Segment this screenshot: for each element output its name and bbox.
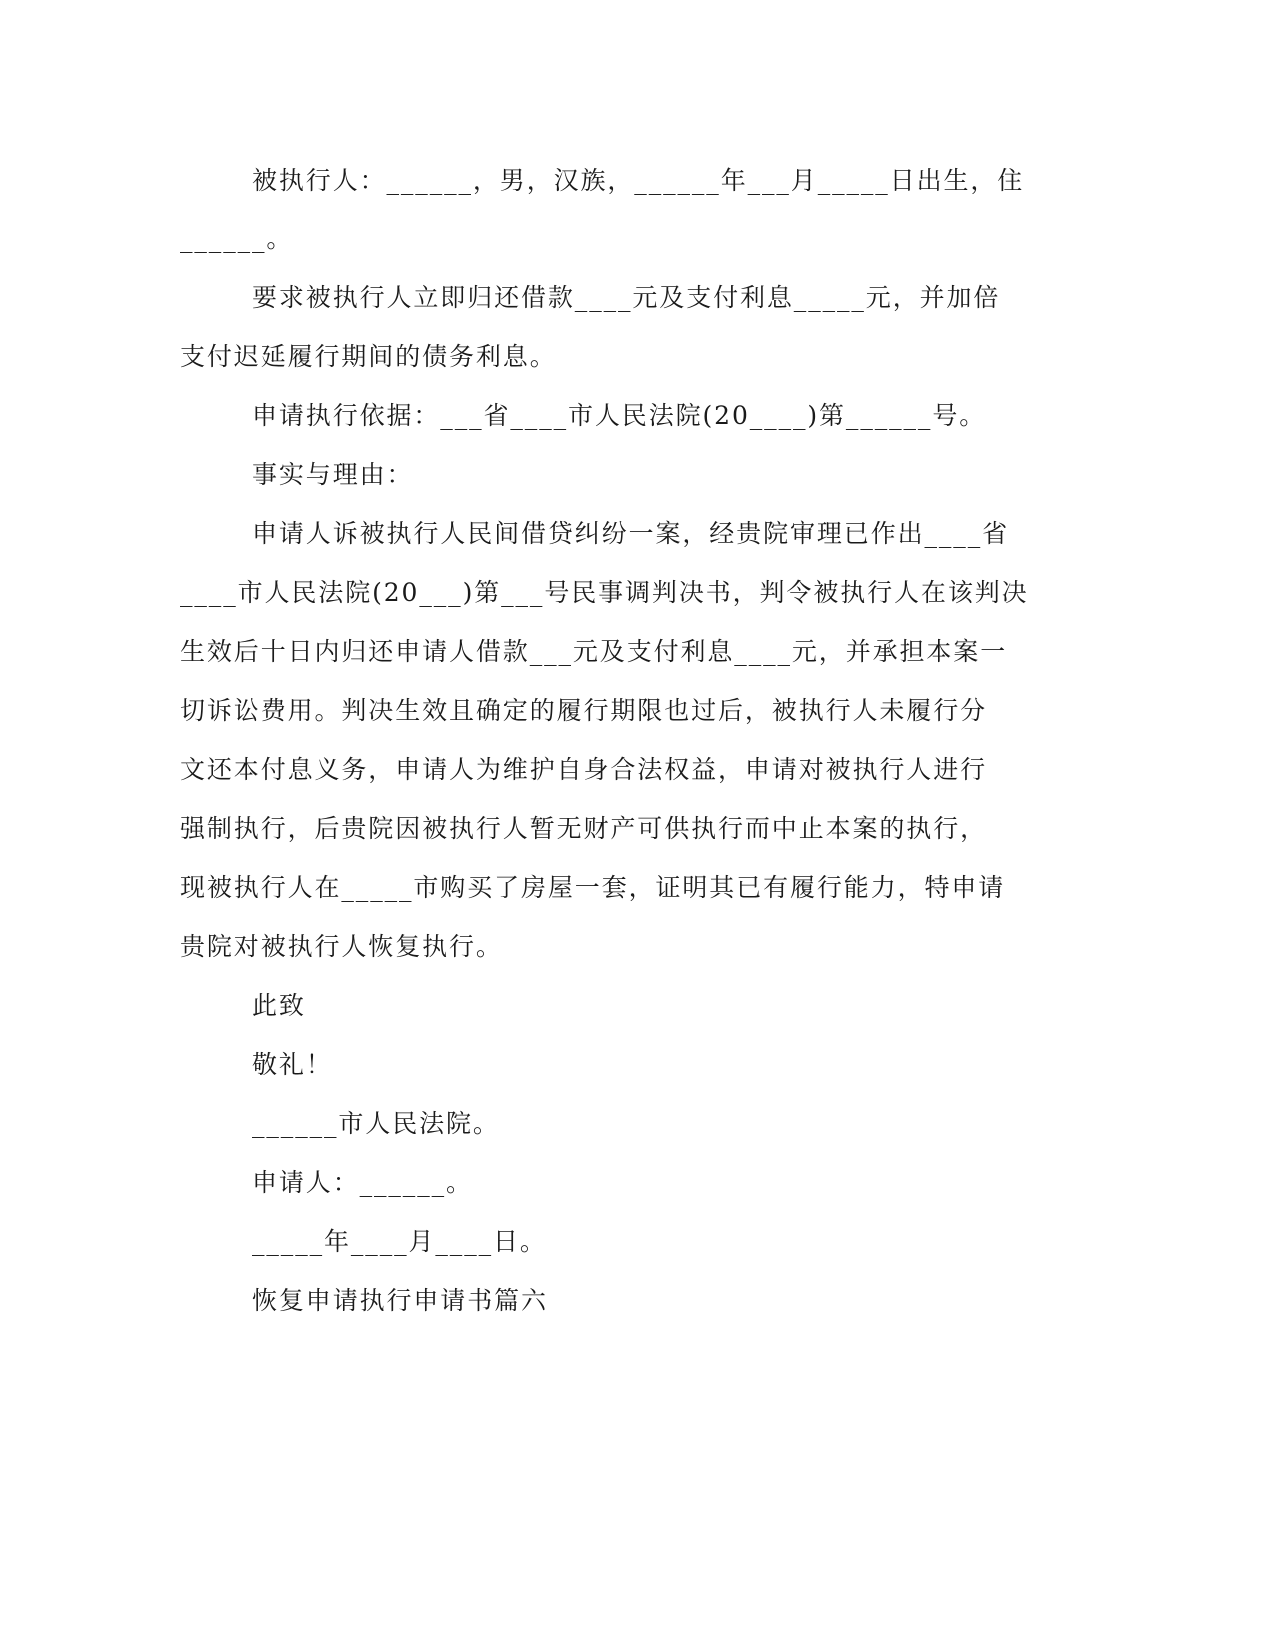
section-heading: 恢复申请执行申请书篇六	[252, 1286, 548, 1315]
facts-line-8: 贵院对被执行人恢复执行。	[180, 932, 503, 961]
closing-regards: 敬礼！	[252, 1050, 333, 1079]
execution-basis-line: 申请执行依据：___省____市人民法院(20____)第______号。	[252, 401, 987, 430]
date-line: _____年____月____日。	[252, 1227, 547, 1256]
respondent-address-line: ______。	[180, 224, 294, 253]
respondent-info-line: 被执行人：______，男，汉族，______年___月_____日出生，住	[252, 166, 1025, 195]
facts-line-6: 强制执行，后贵院因被执行人暂无财产可供执行而中止本案的执行，	[180, 814, 988, 843]
facts-line-1: 申请人诉被执行人民间借贷纠纷一案，经贵院审理已作出____省	[252, 519, 1010, 548]
applicant-signature-line: 申请人：______。	[252, 1168, 473, 1197]
request-line-1: 要求被执行人立即归还借款____元及支付利息_____元，并加倍	[252, 283, 1001, 312]
facts-line-5: 文还本付息义务，申请人为维护自身合法权益，申请对被执行人进行	[180, 755, 988, 784]
facts-line-2: ____市人民法院(20___)第___号民事调判决书，判令被执行人在该判决	[180, 578, 1029, 607]
facts-line-7: 现被执行人在_____市购买了房屋一套，证明其已有履行能力，特申请	[180, 873, 1006, 902]
facts-line-4: 切诉讼费用。判决生效且确定的履行期限也过后，被执行人未履行分	[180, 696, 988, 725]
court-addressee: ______市人民法院。	[252, 1109, 500, 1138]
closing-salutation: 此致	[252, 991, 306, 1020]
facts-line-3: 生效后十日内归还申请人借款___元及支付利息____元，并承担本案一	[180, 637, 1008, 666]
request-line-2: 支付迟延履行期间的债务利息。	[180, 342, 557, 371]
facts-heading: 事实与理由：	[252, 460, 414, 489]
